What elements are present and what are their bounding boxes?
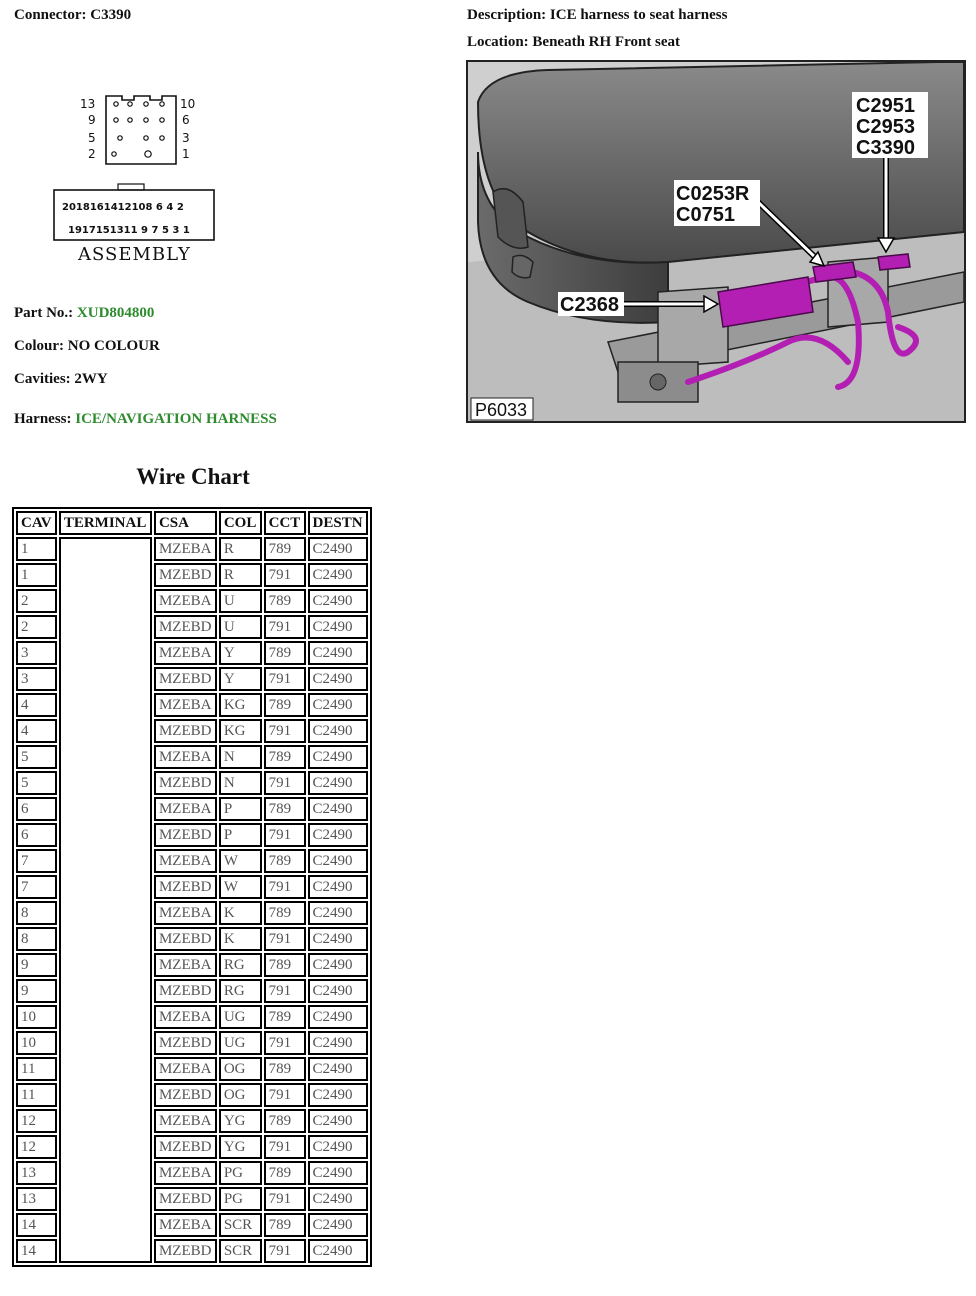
cell-csa: MZEBD (154, 927, 217, 951)
cell-col: YG (219, 1109, 262, 1133)
cell-cct: 791 (264, 823, 306, 847)
cell-destn: C2490 (308, 1187, 368, 1211)
cell-col: Y (219, 641, 262, 665)
cell-destn: C2490 (308, 719, 368, 743)
cell-csa: MZEBD (154, 875, 217, 899)
cell-col: W (219, 875, 262, 899)
cell-csa: MZEBA (154, 1213, 217, 1237)
location-value: Beneath RH Front seat (532, 34, 681, 50)
cell-col: R (219, 563, 262, 587)
cell-cct: 791 (264, 1239, 306, 1263)
cell-col: SCR (219, 1239, 262, 1263)
cell-cct: 789 (264, 1213, 306, 1237)
cell-cav: 2 (16, 589, 57, 613)
cell-destn: C2490 (308, 927, 368, 951)
cavity-holes (112, 102, 164, 157)
cell-csa: MZEBD (154, 1135, 217, 1159)
description-field (467, 7, 727, 24)
cell-csa: MZEBA (154, 849, 217, 873)
cell-cct: 791 (264, 667, 306, 691)
assembly-bottom-row: 1917151311 9 7 5 3 1 (68, 225, 190, 236)
location-field (467, 34, 680, 51)
photo-label-c2951: C2951 (856, 95, 915, 117)
cell-csa: MZEBA (154, 1005, 217, 1029)
cell-col: PG (219, 1161, 262, 1185)
cell-csa: MZEBD (154, 823, 217, 847)
harness-field (14, 411, 277, 428)
photo-label-c3390: C3390 (856, 137, 915, 159)
cell-cct: 791 (264, 979, 306, 1003)
cavities-field (14, 371, 108, 388)
cell-destn: C2490 (308, 849, 368, 873)
pin-number-left-3: 5 (88, 131, 96, 145)
cell-cct: 791 (264, 1187, 306, 1211)
cell-destn: C2490 (308, 953, 368, 977)
cell-cct: 789 (264, 641, 306, 665)
cell-cav: 8 (16, 901, 57, 925)
cell-csa: MZEBD (154, 1239, 217, 1263)
cell-cav: 1 (16, 537, 57, 561)
location-illustration (466, 60, 966, 423)
cell-destn: C2490 (308, 1031, 368, 1055)
cell-csa: MZEBD (154, 1031, 217, 1055)
cell-cav: 7 (16, 849, 57, 873)
cell-cct: 789 (264, 1161, 306, 1185)
header-cct: CCT (264, 511, 306, 535)
assembly-top-row: 2018161412108 6 4 2 (62, 202, 184, 213)
cell-col: N (219, 771, 262, 795)
wire-chart-header-row (16, 511, 368, 535)
cell-cav: 14 (16, 1239, 57, 1263)
harness-label: Harness: (14, 411, 72, 427)
cell-cav: 11 (16, 1057, 57, 1081)
cell-col: UG (219, 1005, 262, 1029)
cell-csa: MZEBD (154, 563, 217, 587)
photo-label-c2368: C2368 (560, 294, 619, 316)
cell-cct: 791 (264, 927, 306, 951)
cell-destn: C2490 (308, 641, 368, 665)
header-cav: CAV (16, 511, 57, 535)
cell-cav: 4 (16, 719, 57, 743)
header-csa: CSA (154, 511, 217, 535)
cell-col: RG (219, 953, 262, 977)
cell-destn: C2490 (308, 771, 368, 795)
part-no-field (14, 305, 154, 322)
cell-destn: C2490 (308, 589, 368, 613)
cell-cav: 8 (16, 927, 57, 951)
cell-cav: 1 (16, 563, 57, 587)
cell-csa: MZEBA (154, 1057, 217, 1081)
cell-destn: C2490 (308, 537, 368, 561)
cell-cav: 3 (16, 667, 57, 691)
cell-col: P (219, 797, 262, 821)
cell-cav: 2 (16, 615, 57, 639)
cell-col: OG (219, 1083, 262, 1107)
cell-cct: 789 (264, 849, 306, 873)
colour-label: Colour: (14, 338, 64, 354)
table-row (16, 537, 368, 561)
cell-csa: MZEBD (154, 1083, 217, 1107)
connector-value: C3390 (90, 7, 132, 23)
pin-number-left-2: 9 (88, 113, 96, 127)
part-no-label: Part No.: (14, 305, 74, 321)
cell-cct: 789 (264, 953, 306, 977)
cell-csa: MZEBA (154, 589, 217, 613)
pin-number-right-2: 6 (182, 113, 190, 127)
photo-label-c0751: C0751 (676, 204, 735, 226)
pin-number-right-4: 1 (182, 147, 190, 161)
pin-number-left-1: 13 (80, 97, 96, 111)
photo-label-c2953: C2953 (856, 116, 915, 138)
connector-label: Connector: (14, 7, 87, 23)
cell-cct: 791 (264, 563, 306, 587)
cell-cct: 789 (264, 589, 306, 613)
header-destn: DESTN (308, 511, 368, 535)
connector-field (14, 7, 131, 24)
colour-value: NO COLOUR (67, 338, 160, 354)
cell-col: W (219, 849, 262, 873)
connector-pinout-diagram (50, 90, 220, 270)
cell-csa: MZEBD (154, 667, 217, 691)
harness-value[interactable]: ICE/NAVIGATION HARNESS (75, 411, 277, 427)
cell-cct: 789 (264, 1057, 306, 1081)
cell-csa: MZEBA (154, 1161, 217, 1185)
cell-csa: MZEBA (154, 537, 217, 561)
cell-destn: C2490 (308, 979, 368, 1003)
cavities-label: Cavities: (14, 371, 71, 387)
photo-label-c0253r: C0253R (676, 183, 750, 205)
cell-destn: C2490 (308, 1057, 368, 1081)
cell-cct: 791 (264, 1135, 306, 1159)
cell-cct: 789 (264, 537, 306, 561)
cell-cct: 791 (264, 875, 306, 899)
cell-destn: C2490 (308, 667, 368, 691)
cell-col: YG (219, 1135, 262, 1159)
cell-col: Y (219, 667, 262, 691)
cell-destn: C2490 (308, 875, 368, 899)
cell-cct: 791 (264, 719, 306, 743)
header-col: COL (219, 511, 262, 535)
cell-cct: 789 (264, 797, 306, 821)
cell-col: U (219, 615, 262, 639)
cell-cav: 13 (16, 1161, 57, 1185)
cell-col: N (219, 745, 262, 769)
cell-cav: 7 (16, 875, 57, 899)
cell-cav: 3 (16, 641, 57, 665)
cell-col: OG (219, 1057, 262, 1081)
cell-csa: MZEBD (154, 615, 217, 639)
cell-destn: C2490 (308, 1161, 368, 1185)
cell-destn: C2490 (308, 563, 368, 587)
cell-destn: C2490 (308, 1135, 368, 1159)
cell-destn: C2490 (308, 1109, 368, 1133)
cell-col: K (219, 927, 262, 951)
cell-destn: C2490 (308, 745, 368, 769)
cell-cav: 9 (16, 979, 57, 1003)
cell-csa: MZEBA (154, 797, 217, 821)
cell-destn: C2490 (308, 1083, 368, 1107)
cell-csa: MZEBA (154, 641, 217, 665)
cell-destn: C2490 (308, 1239, 368, 1263)
pin-number-left-4: 2 (88, 147, 96, 161)
cell-cct: 791 (264, 1083, 306, 1107)
cavities-value: 2WY (74, 371, 108, 387)
description-label: Description: (467, 7, 547, 23)
cell-cct: 789 (264, 693, 306, 717)
colour-field (14, 338, 160, 355)
cell-cav: 4 (16, 693, 57, 717)
cell-cav: 6 (16, 823, 57, 847)
cell-csa: MZEBA (154, 1109, 217, 1133)
assembly-label: ASSEMBLY (78, 244, 191, 265)
cell-cav: 12 (16, 1135, 57, 1159)
cell-cav: 10 (16, 1031, 57, 1055)
cell-csa: MZEBD (154, 1187, 217, 1211)
cell-cct: 789 (264, 1109, 306, 1133)
cell-csa: MZEBD (154, 719, 217, 743)
pin-number-right-3: 3 (182, 131, 190, 145)
cell-destn: C2490 (308, 901, 368, 925)
pin-number-right-1: 10 (180, 97, 196, 111)
cell-csa: MZEBA (154, 693, 217, 717)
cell-destn: C2490 (308, 615, 368, 639)
cell-col: P (219, 823, 262, 847)
cell-cav: 14 (16, 1213, 57, 1237)
cell-cct: 789 (264, 1005, 306, 1029)
cell-csa: MZEBD (154, 771, 217, 795)
cell-cav: 13 (16, 1187, 57, 1211)
cell-csa: MZEBA (154, 745, 217, 769)
cell-col: KG (219, 719, 262, 743)
cell-cct: 789 (264, 745, 306, 769)
cell-col: KG (219, 693, 262, 717)
cell-cav: 5 (16, 771, 57, 795)
cell-destn: C2490 (308, 823, 368, 847)
cell-csa: MZEBD (154, 979, 217, 1003)
cell-col: R (219, 537, 262, 561)
cell-cct: 789 (264, 901, 306, 925)
cell-col: SCR (219, 1213, 262, 1237)
cell-cct: 791 (264, 1031, 306, 1055)
cell-cav: 9 (16, 953, 57, 977)
location-label: Location: (467, 34, 529, 50)
description-value: ICE harness to seat harness (549, 7, 728, 23)
cell-col: K (219, 901, 262, 925)
cell-csa: MZEBA (154, 901, 217, 925)
cell-col: U (219, 589, 262, 613)
cell-col: UG (219, 1031, 262, 1055)
cell-cav: 12 (16, 1109, 57, 1133)
wire-chart-body (16, 537, 368, 1263)
photo-figure-id: P6033 (475, 400, 528, 420)
cell-col: RG (219, 979, 262, 1003)
wire-chart-title: Wire Chart (136, 464, 250, 489)
connector-c2951 (878, 254, 910, 270)
cell-cav: 5 (16, 745, 57, 769)
cell-cav: 10 (16, 1005, 57, 1029)
assembly-tab (118, 184, 144, 190)
cell-cav: 6 (16, 797, 57, 821)
cell-col: PG (219, 1187, 262, 1211)
cell-destn: C2490 (308, 797, 368, 821)
cell-destn: C2490 (308, 1213, 368, 1237)
cell-cct: 791 (264, 615, 306, 639)
cell-cav: 11 (16, 1083, 57, 1107)
header-terminal: TERMINAL (59, 511, 152, 535)
cell-destn: C2490 (308, 1005, 368, 1029)
part-no-value[interactable]: XUD804800 (76, 305, 155, 321)
cell-destn: C2490 (308, 693, 368, 717)
cell-terminal (59, 537, 152, 1263)
cell-csa: MZEBA (154, 953, 217, 977)
cell-cct: 791 (264, 771, 306, 795)
wire-chart-table (12, 507, 372, 1267)
